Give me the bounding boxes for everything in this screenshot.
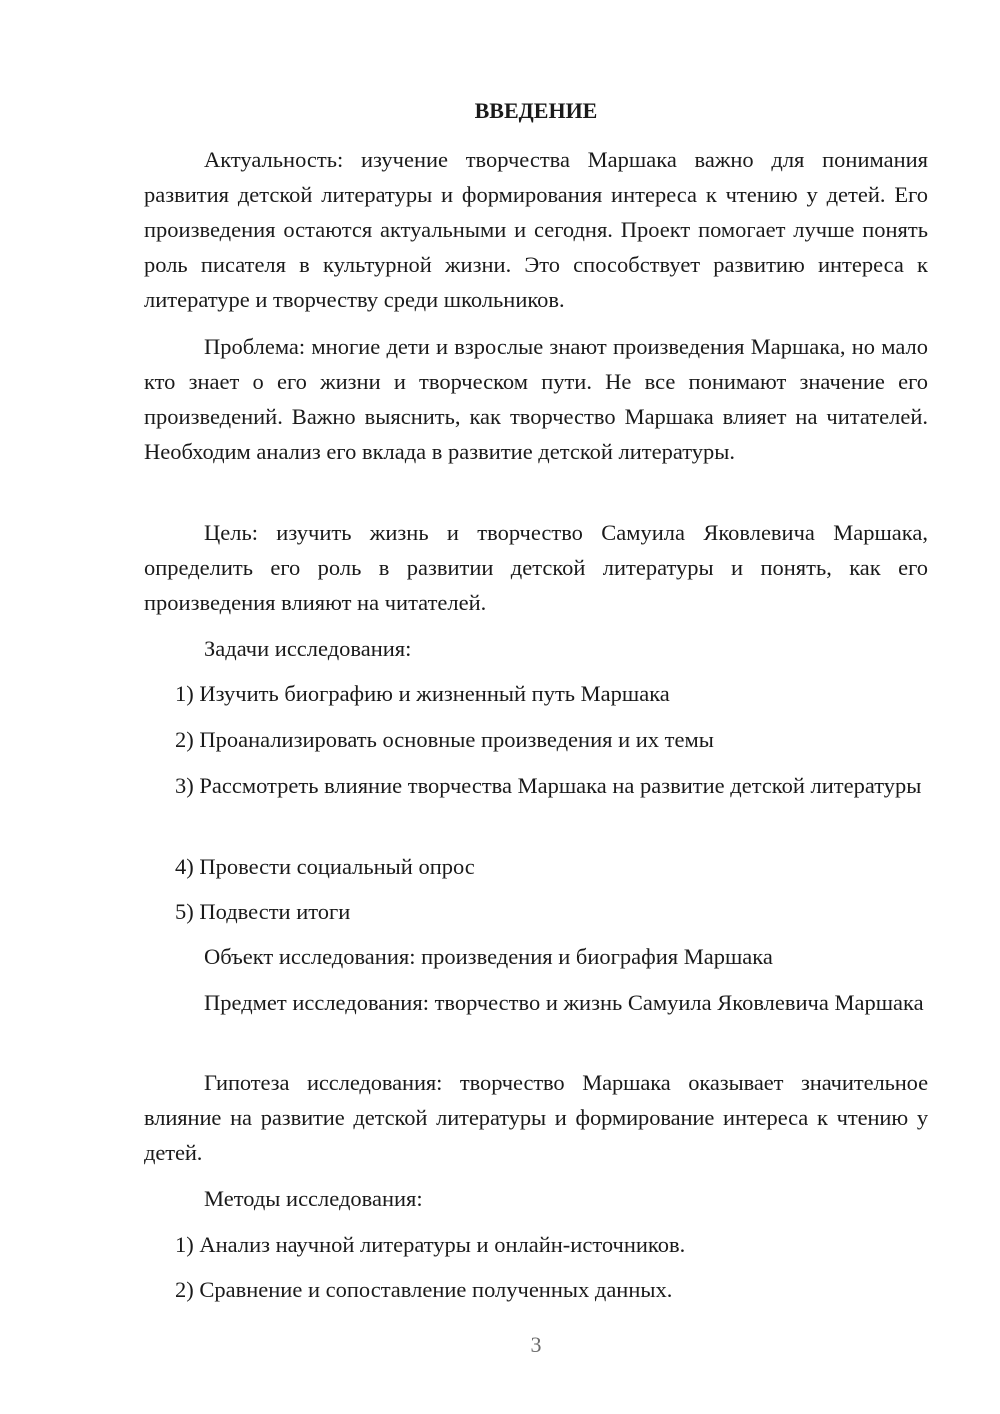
method-item-2: 2) Сравнение и сопоставление полученных данных. <box>175 1277 673 1302</box>
method-item-1: 1) Анализ научной литературы и онлайн-источников. <box>175 1232 686 1257</box>
task-item-4: 4) Провести социальный опрос <box>175 854 475 879</box>
tasks-title: Задачи исследования: <box>204 636 412 661</box>
goal-paragraph: Цель: изучить жизнь и творчество Самуила Яковлевича Маршака, определить его роль в развитии детской литературы и понять, как его произведения влияют на читателей. <box>144 520 928 615</box>
relevance-paragraph: Актуальность: изучение творчества Маршака важно для понимания развития детской литературы и формирования интереса к чтению у детей. Его произведения остаются актуальными и сегодня. Проект помогает лучше понять роль писателя в культурной жизни. Это способствует развитию интереса к литературе и творчеству среди школьников. <box>144 147 928 312</box>
problem-paragraph: Проблема: многие дети и взрослые знают произведения Маршака, но мало кто знает о его жизни и творческом пути. Не все понимают значение его произведений. Важно выяснить, как творчество Маршака влияет на читателей. Необходим анализ его вклада в развитие детской литературы. <box>144 334 928 464</box>
page-number: 3 <box>530 1332 542 1357</box>
section-heading: ВВЕДЕНИЕ <box>474 98 598 123</box>
methods-title: Методы исследования: <box>204 1186 423 1211</box>
hypothesis-paragraph: Гипотеза исследования: творчество Маршака оказывает значительное влияние на развитие детской литературы и формирование интереса к чтению у детей. <box>144 1070 928 1165</box>
task-item-3: 3) Рассмотреть влияние творчества Маршака на развитие детской литературы <box>175 773 922 798</box>
task-item-1: 1) Изучить биографию и жизненный путь Маршака <box>175 681 670 706</box>
task-item-2: 2) Проанализировать основные произведения и их темы <box>175 727 714 752</box>
object-paragraph: Объект исследования: произведения и биография Маршака <box>204 944 773 969</box>
subject-paragraph: Предмет исследования: творчество и жизнь Самуила Яковлевича Маршака <box>204 990 924 1015</box>
document-page <box>144 0 928 1414</box>
task-item-5: 5) Подвести итоги <box>175 899 351 924</box>
